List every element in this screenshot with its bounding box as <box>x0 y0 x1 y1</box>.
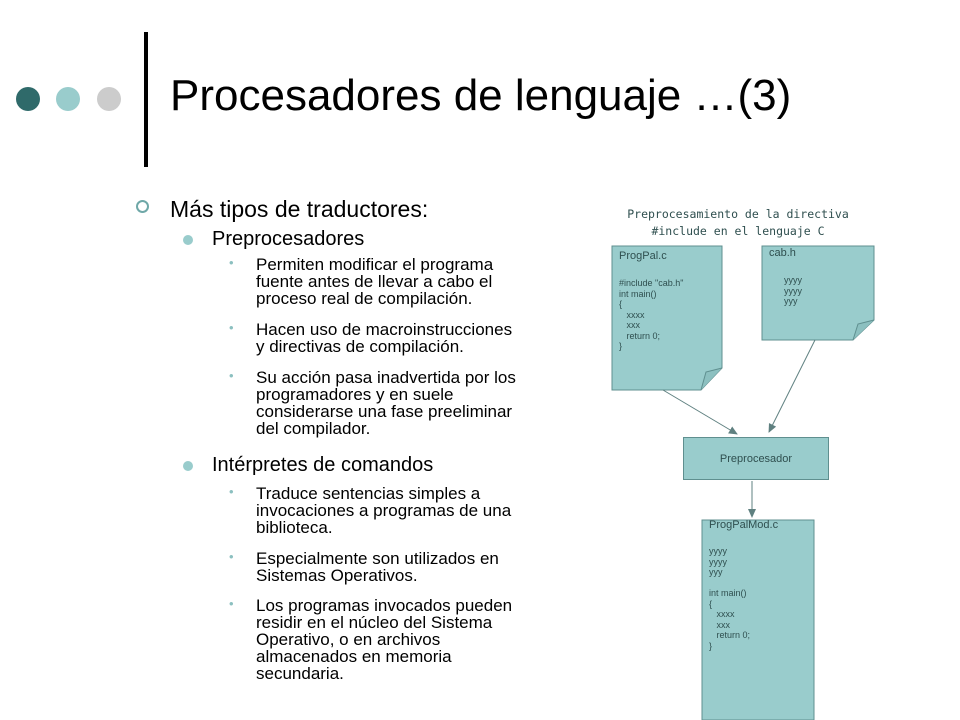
slide-title: Procesadores de lenguaje …(3) <box>170 71 792 120</box>
section-title-interpretes: Intérpretes de comandos <box>212 454 434 476</box>
list-item-line: almacenados en memoria <box>256 647 452 666</box>
list-item-line: Los programas invocados pueden <box>256 596 513 615</box>
list-item-line: biblioteca. <box>256 518 333 537</box>
list-item-line: residir en el núcleo del Sistema <box>256 613 493 632</box>
list-item-line: programadores y en suele <box>256 385 454 404</box>
list-item-line: Sistemas Operativos. <box>256 566 418 585</box>
progpal-code: #include "cab.h" int main() { xxxx xxx return 0; } <box>619 278 684 351</box>
bullet-small-icon: • <box>229 255 234 270</box>
progpalmod-code: yyyy yyyy yyy int main() { xxxx xxx return 0; } <box>709 546 751 651</box>
arrow-progpal-to-preprocesador <box>663 390 737 434</box>
preprocesador-box: Preprocesador <box>683 437 829 480</box>
list-item-line: considerarse una fase preeliminar <box>256 402 513 421</box>
list-item-line: Permiten modificar el programa <box>256 255 494 274</box>
bullet-small-icon: • <box>229 484 234 499</box>
list-item-line: Especialmente son utilizados en <box>256 549 499 568</box>
bullet-small-icon: • <box>229 320 234 335</box>
diagram-caption: Preprocesamiento de la directiva #include en el lenguaje C <box>627 207 849 238</box>
cabh-label: cab.h <box>769 247 796 259</box>
list-item-line: Traduce sentencias simples a <box>256 484 481 503</box>
progpalmod-label: ProgPalMod.c <box>709 519 779 531</box>
progpal-label: ProgPal.c <box>619 250 667 262</box>
bullet-small-icon: • <box>229 549 234 564</box>
list-item-line: secundaria. <box>256 664 344 683</box>
section-title-preprocesadores: Preprocesadores <box>212 228 365 250</box>
arrow-cabh-to-preprocesador <box>769 340 815 432</box>
bullet-small-icon: • <box>229 368 234 383</box>
bullet-small-icon: • <box>229 596 234 611</box>
cabh-code: yyyy yyyy yyy <box>784 275 802 306</box>
list-item-line: del compilador. <box>256 419 371 438</box>
content-heading: Más tipos de traductores: <box>170 196 429 222</box>
list-item-line: invocaciones a programas de una <box>256 501 512 520</box>
list-item-line: y directivas de compilación. <box>256 337 464 356</box>
list-item-line: proceso real de compilación. <box>256 289 473 308</box>
list-item-line: Su acción pasa inadvertida por los <box>256 368 516 387</box>
list-item-line: Operativo, o en archivos <box>256 630 441 649</box>
list-item-line: Hacen uso de macroinstrucciones <box>256 320 513 339</box>
list-item-line: fuente antes de llevar a cabo el <box>256 272 493 291</box>
